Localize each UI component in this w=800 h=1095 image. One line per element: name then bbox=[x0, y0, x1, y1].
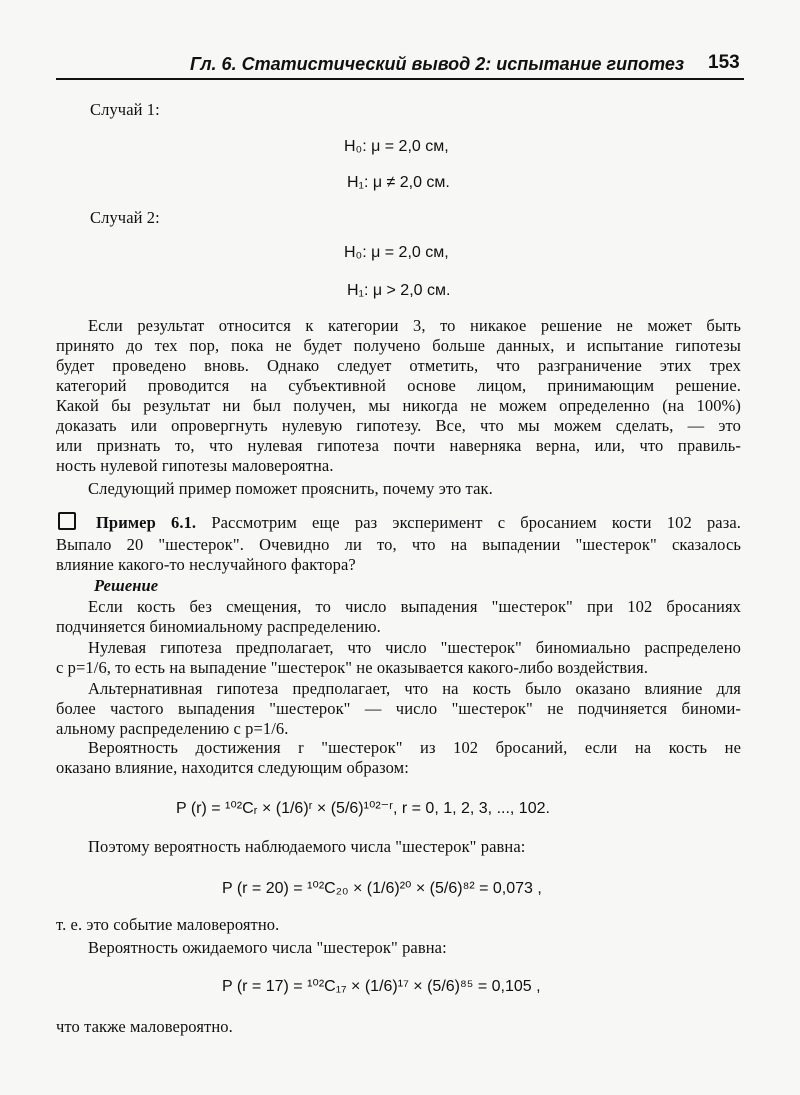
solution-p1 bbox=[56, 597, 741, 637]
solution-p2 bbox=[56, 638, 741, 678]
solution-p8: что также маловероятно. bbox=[56, 1017, 233, 1036]
paragraph-line: Альтернативная гипотеза предполагает, что на кость было оказано влияние для bbox=[88, 679, 741, 698]
formula-r20: P (r = 20) = ¹⁰²C₂₀ × (1/6)²⁰ × (5/6)⁸² = 0,073 , bbox=[222, 880, 542, 897]
page-number: 153 bbox=[708, 52, 740, 73]
case2-label: Случай 2: bbox=[90, 208, 160, 227]
paragraph-line: Если кость без смещения, то число выпадения "шестерок" при 102 бросаниях bbox=[88, 597, 741, 616]
paragraph-line: Нулевая гипотеза предполагает, что число "шестерок" биномиально распределено bbox=[88, 638, 741, 657]
paragraph-line: доказать или опровергнуть нулевую гипотезу. Все, что мы можем сделать, — это bbox=[56, 416, 741, 435]
case2-h1: H₁: μ > 2,0 см. bbox=[347, 282, 451, 299]
paragraph-next-example: Следующий пример поможет прояснить, почему это так. bbox=[88, 479, 493, 498]
paragraph-line: категорий проводится на субъективной основе лицом, принимающим решение. bbox=[56, 376, 741, 395]
solution-p5: Поэтому вероятность наблюдаемого числа "шестерок" равна: bbox=[88, 837, 526, 856]
paragraph-category3 bbox=[56, 316, 741, 476]
example-body bbox=[56, 535, 741, 575]
solution-p3 bbox=[56, 679, 741, 739]
paragraph-line: Какой бы результат ни был получен, мы никогда не можем определенно (на 100%) bbox=[56, 396, 741, 415]
formula-binomial: P (r) = ¹⁰²Cᵣ × (1/6)ʳ × (5/6)¹⁰²⁻ʳ, r = 0, 1, 2, 3, ..., 102. bbox=[176, 800, 550, 817]
solution-heading: Решение bbox=[94, 576, 159, 595]
paragraph-line: Если результат относится к категории 3, то никакое решение не может быть bbox=[88, 316, 741, 335]
paragraph-line: ность нулевой гипотезы маловероятна. bbox=[56, 456, 334, 475]
paragraph-line: оказано влияние, находится следующим образом: bbox=[56, 758, 409, 777]
header-rule bbox=[56, 78, 744, 80]
example-line2: Выпало 20 "шестерок". Очевидно ли то, что на выпадении "шестерок" сказалось bbox=[56, 535, 741, 554]
paragraph-line: с p=1/6, то есть на выпадение "шестерок" не оказывается какого-либо воздействия. bbox=[56, 658, 649, 677]
case1-h0: H₀: μ = 2,0 см, bbox=[344, 138, 449, 155]
solution-p7: Вероятность ожидаемого числа "шестерок" равна: bbox=[88, 938, 447, 957]
running-header-title: Гл. 6. Статистический вывод 2: испытание гипотез bbox=[190, 54, 685, 74]
example-marker-icon bbox=[58, 512, 76, 530]
paragraph-line: Вероятность достижения r "шестерок" из 102 бросаний, если на кость не bbox=[88, 738, 741, 757]
paragraph-line: принято до тех пор, пока не будет получено больше данных, и испытание гипотезы bbox=[56, 336, 741, 355]
paragraph-line: подчиняется биномиальному распределению. bbox=[56, 617, 381, 636]
example-label: Пример 6.1. bbox=[96, 513, 197, 532]
case2-h0: H₀: μ = 2,0 см, bbox=[344, 244, 449, 261]
case1-h1: H₁: μ ≠ 2,0 см. bbox=[347, 174, 450, 191]
solution-p6: т. е. это событие маловероятно. bbox=[56, 915, 280, 934]
example-line3: влияние какого-то неслучайного фактора? bbox=[56, 555, 356, 574]
formula-r17: P (r = 17) = ¹⁰²C₁₇ × (1/6)¹⁷ × (5/6)⁸⁵ = 0,105 , bbox=[222, 978, 541, 995]
paragraph-line: более частого выпадения "шестерок" — число "шестерок" не подчиняется биноми- bbox=[56, 699, 741, 718]
paragraph-line: будет проведено вновь. Однако следует отметить, что разграничение этих трех bbox=[56, 356, 741, 375]
example-text: Рассмотрим еще раз эксперимент с бросанием кости 102 раза. bbox=[211, 513, 741, 532]
solution-p4 bbox=[56, 738, 741, 778]
example-line1 bbox=[96, 513, 741, 533]
paragraph-line: альному распределению с p=1/6. bbox=[56, 719, 289, 738]
paragraph-line: или признать то, что нулевая гипотеза почти наверняка верна, или, что правиль- bbox=[56, 436, 741, 455]
case1-label: Случай 1: bbox=[90, 100, 160, 119]
